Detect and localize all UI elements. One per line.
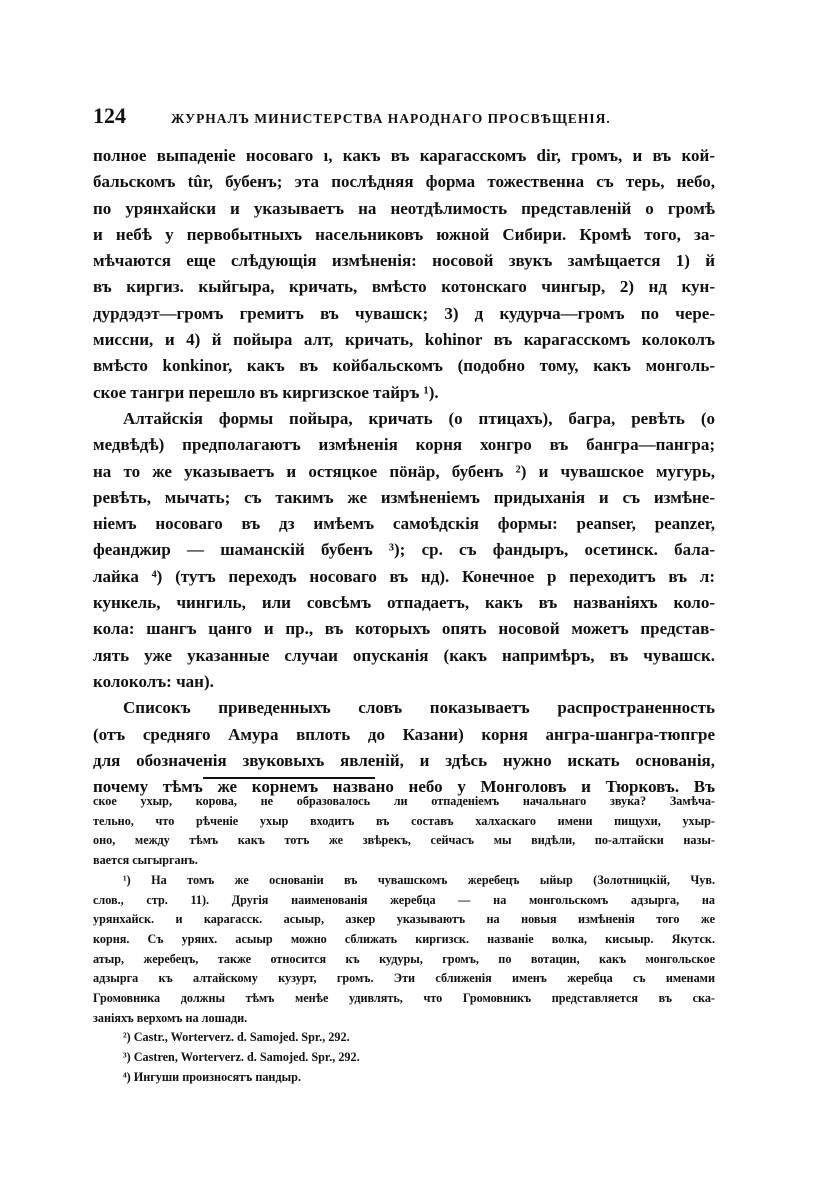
text-line: дурдэдэт—громъ гремитъ въ чувашск; 3) д кудурча—громъ по чере-	[93, 303, 715, 323]
text-line: ское тангри перешло въ киргизское тайръ ¹).	[93, 382, 439, 402]
text-line: лять уже указанные случаи опусканія (какъ напримѣръ, въ чувашск.	[93, 645, 715, 665]
footnote-line: корня. Съ урянх. асыыр можно сближать киргизск. названіе волка, кисыыр. Якутск.	[93, 931, 715, 946]
text-line: Списокъ приведенныхъ словъ показываетъ распространенность	[123, 698, 715, 718]
text-line: (отъ средняго Амура вплоть до Казани) корня ангра-шангра-тюпгре	[93, 724, 715, 744]
footnote-line: тельно, что рѣченіе ухыр входитъ въ составъ халхаскаго имени пищухи, ухыр-	[93, 813, 715, 828]
footnote-4: ⁴) Ингуши произносятъ пандыр.	[123, 1069, 301, 1084]
paragraph-2	[93, 406, 715, 695]
text-line: по урянхайски и указываетъ на неотдѣлимость представленій о громѣ	[93, 198, 715, 218]
footnote-separator	[203, 777, 375, 779]
text-line: миссни, и 4) й пойыра алт, кричать, kohinor въ карагасскомъ колоколъ	[93, 330, 715, 350]
text-line: почему тѣмъ же корнемъ названо небо у Монголовъ и Тюрковъ. Въ	[93, 777, 715, 797]
footnote-line: вается сыгырганъ.	[93, 853, 198, 868]
text-line: феанджир — шаманскій бубенъ ³); ср. съ фандыръ, осетинск. бала-	[93, 540, 715, 560]
footnote-2: ²) Castr., Worterverz. d. Samojed. Spr., 292.	[123, 1030, 350, 1045]
text-line: Алтайскія формы пойыра, кричать (о птицахъ), багра, ревѣть (о	[123, 408, 715, 428]
footnote-line: атыр, жеребецъ, также относится къ кудуры, громъ, по вотацин, какъ монгольское	[93, 951, 715, 966]
footnote-continuation	[93, 792, 715, 871]
paragraph-3	[93, 695, 715, 800]
text-line: вмѣсто konkinor, какъ въ койбальскомъ (подобно тому, какъ монголь-	[93, 356, 715, 376]
text-line: кункель, чингиль, или совсѣмъ отпадаетъ, какъ въ названіяхъ коло-	[93, 593, 715, 613]
paragraph-1	[93, 143, 715, 406]
footnote-line: слов., стр. 11). Другія наименованія жеребца — на монгольскомъ адзырга, на	[93, 892, 715, 907]
footnote-line: Громовника должны тѣмъ менѣе удивлять, что Громовникъ представляется въ ска-	[93, 991, 715, 1006]
footnote-line: ¹) На томъ же основаніи въ чувашскомъ жеребецъ ыйыр (Золотницкій, Чув.	[123, 872, 715, 887]
text-line: ніемъ носоваго въ дз имѣемъ самоѣдскія формы: peanser, peanzer,	[93, 514, 715, 534]
text-line: мѣчаются еще слѣдующія измѣненія: носовой звукъ замѣщается 1) й	[93, 251, 715, 271]
text-line: колоколъ: чан).	[93, 671, 214, 691]
footnote-line: ское ухыр, корова, не образовалось ли отпаденіемъ начальнаго звука? Замѣча-	[93, 794, 715, 808]
text-line: полное выпаденіе носоваго ı, какъ въ карагасскомъ dir, громъ, и въ кой-	[93, 146, 715, 165]
text-line: лайка ⁴) (тутъ переходъ носоваго въ нд). Конечное р переходитъ въ л:	[93, 566, 715, 586]
running-title: ЖУРНАЛЪ МИНИСТЕРСТВА НАРОДНАГО ПРОСВѢЩЕНІЯ.	[171, 111, 611, 126]
main-text	[93, 143, 715, 800]
text-line: и небѣ у первобытныхъ насельниковъ южной Сибири. Кромѣ того, за-	[93, 224, 715, 244]
footnotes	[93, 792, 715, 1088]
footnote-line: заніяхъ верхомъ на лошади.	[93, 1010, 248, 1025]
text-line: на то же указываетъ и остяцкое пöнäр, бубенъ ²) и чувашское мугурь,	[93, 461, 715, 481]
footnote-line: урянхайск. и карагасск. асыыр, азкер указываютъ на новыя измѣненія того же	[93, 912, 715, 927]
footnotes-short	[93, 1028, 715, 1087]
text-line: ревѣть, мычать; съ такимъ же измѣненіемъ придыханія и съ измѣне-	[93, 487, 715, 507]
text-line: въ киргиз. кыйгыра, кричать, вмѣсто котонскаго чингыр, 2) нд кун-	[93, 277, 715, 297]
text-line: кола: шангъ цанго и пр., въ которыхъ опять носовой можетъ представ-	[93, 619, 715, 639]
text-line: для обозначенія звуковыхъ явленій, и здѣсь нужно искать основанія,	[93, 750, 715, 770]
footnote-line: адзырга къ алтайскому кузурт, громъ. Эти сближенія именъ жеребца съ именами	[93, 971, 715, 986]
footnote-1	[93, 871, 715, 1029]
page-header	[93, 103, 713, 129]
page-number: 124	[93, 103, 126, 128]
footnote-3: ³) Castren, Worterverz. d. Samojed. Spr., 292.	[123, 1050, 360, 1065]
text-line: медвѣдѣ) предполагаютъ измѣненія корня хонгро въ бангра—пангра;	[93, 435, 715, 455]
footnote-line: оно, между тѣмъ какъ тотъ же звѣрекъ, сейчасъ мы видѣли, по-алтайски назы-	[93, 833, 715, 848]
text-line: бальскомъ tûr, бубенъ; эта послѣдняя форма тожественна съ терь, небо,	[93, 172, 715, 192]
